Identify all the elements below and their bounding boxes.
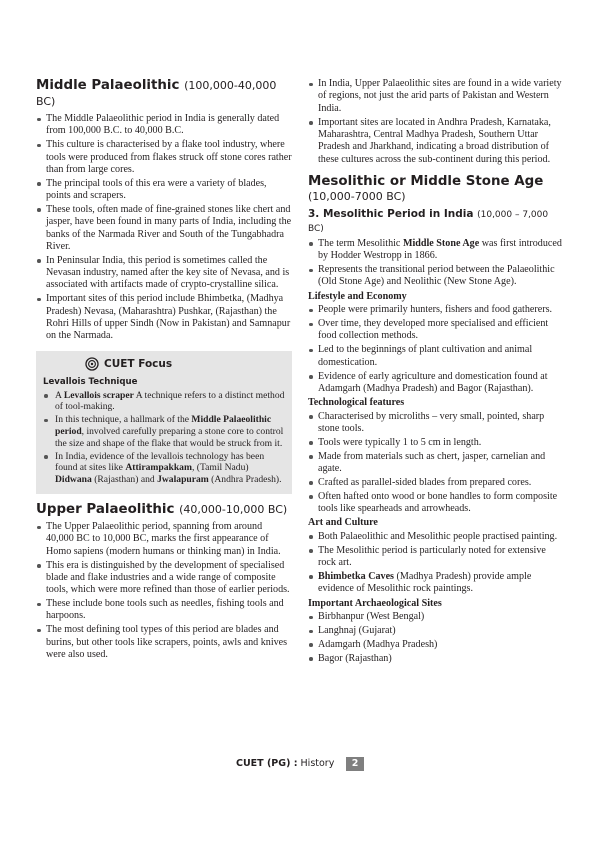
upper-palaeolithic-continued-list (308, 78, 564, 166)
list-item: The most defining tool types of this period are blades and burins, but other tools like scrapers, points, awls and knives were also used. (36, 624, 292, 661)
heading-title: Middle Palaeolithic (36, 78, 180, 93)
list-item: These include bone tools such as needles, fishing tools and harpoons. (36, 598, 292, 623)
list-item: The Upper Palaeolithic period, spanning from around 40,000 BC to 10,000 BC, marks the first appearance of Homo sapiens (modern humans or thinking man) in India. (36, 521, 292, 558)
list-item: Evidence of early agriculture and domestication found at Adamgarh (Madhya Pradesh) and Bagor (Rajasthan). (308, 371, 564, 396)
list-item: Made from materials such as chert, jasper, carnelian and agate. (308, 451, 564, 476)
list-item: In this technique, a hallmark of the Middle Palaeolithic period, involved carefully preparing a stone core to control the size and shape of the flake that would be struck from it. (43, 414, 285, 449)
art-culture-heading: Art and Culture (308, 517, 378, 529)
list-item: In India, Upper Palaeolithic sites are found in a wide variety of regions, not just the arid parts of Pakistan and Western India. (308, 78, 564, 115)
list-item: A Levallois scraper A technique refers to a distinct method of tool-making. (43, 390, 285, 414)
right-column (308, 78, 564, 667)
middle-palaeolithic-heading (36, 78, 292, 110)
lifestyle-heading: Lifestyle and Economy (308, 290, 407, 302)
focus-subtitle: Levallois Technique (43, 376, 138, 387)
heading-range: (40,000-10,000 BC) (179, 503, 288, 517)
list-item: Tools were typically 1 to 5 cm in length. (308, 437, 564, 449)
list-item: Important sites are located in Andhra Pradesh, Karnataka, Maharashtra, Central Madhya Pradesh, Southern Uttar Pradesh and Jharkhand, indicating a broad distribution of these cultures across the sub-continent during this period. (308, 117, 564, 166)
focus-list (43, 390, 285, 486)
page-number: 2 (346, 757, 364, 771)
list-item: Represents the transitional period between the Palaeolithic (Old Stone Age) and Neolithic (New Stone Age). (308, 264, 564, 289)
middle-palaeolithic-list (36, 113, 292, 343)
left-column (36, 78, 292, 663)
list-item: The Mesolithic period is particularly noted for extensive rock art. (308, 545, 564, 570)
list-item: People were primarily hunters, fishers and food gatherers. (308, 304, 564, 316)
list-item: The term Mesolithic Middle Stone Age was first introduced by Hodder Westropp in 1866. (308, 238, 564, 263)
footer-text: CUET (PG) : History (236, 758, 335, 769)
list-item: Important sites of this period include Bhimbetka, (Madhya Pradesh) Nevasa, (Maharashtra) Pushkar, (Rajasthan) the Rohri Hills of upper Sindh (Now in Pakistan) and Samnapur on the Narmada. (36, 293, 292, 342)
mesolithic-heading: Mesolithic or Middle Stone Age (308, 173, 544, 189)
mesolithic-intro-list (308, 238, 564, 289)
list-item: The principal tools of this era were a variety of blades, points and scrapers. (36, 178, 292, 203)
technology-list (308, 411, 564, 516)
sites-heading: Important Archaeological Sites (308, 597, 442, 609)
heading-title: Upper Palaeolithic (36, 502, 175, 518)
focus-title: CUET Focus (104, 357, 173, 370)
list-item: Over time, they developed more specialised and efficient food collection methods. (308, 318, 564, 343)
list-item: In India, evidence of the levallois technology has been found at sites like Attirampakkam, (Tamil Nadu) Didwana (Rajasthan) and Jwalapuram (Andhra Pradesh). (43, 451, 285, 486)
sites-list (308, 611, 564, 665)
list-item: Langhnaj (Gujarat) (308, 625, 564, 637)
list-item: This culture is characterised by a flake tool industry, where tools were produced from flakes struck off stone cores rather than from large cores. (36, 139, 292, 176)
target-icon (85, 357, 99, 371)
upper-palaeolithic-list (36, 521, 292, 661)
list-item: Both Palaeolithic and Mesolithic people practised painting. (308, 531, 564, 543)
upper-palaeolithic-heading (36, 502, 292, 518)
list-item: This era is distinguished by the development of specialised blade and flake industries and a wide range of composite tools, which were more refined than those of earlier periods. (36, 560, 292, 597)
list-item: Crafted as parallel-sided blades from prepared cores. (308, 477, 564, 489)
list-item: Led to the beginnings of plant cultivation and animal domestication. (308, 344, 564, 369)
lifestyle-list (308, 304, 564, 395)
list-item: Adamgarh (Madhya Pradesh) (308, 639, 564, 651)
list-item: These tools, often made of fine-grained stones like chert and jasper, have been found in many parts of India, including the banks of the Narmada River and South of the Tungabhadra River. (36, 204, 292, 253)
page-footer (0, 757, 600, 771)
list-item: In Peninsular India, this period is sometimes called the Nevasan industry, named after the key site of Nevasa, and is associated with artifacts made of crypto-crystalline silica. (36, 255, 292, 292)
list-item: Bhimbetka Caves (Madhya Pradesh) provide ample evidence of Mesolithic rock paintings. (308, 571, 564, 596)
list-item: Often hafted onto wood or bone handles to form composite tools like spearheads and arrowheads. (308, 491, 564, 516)
focus-header (85, 353, 285, 375)
list-item: Characterised by microliths – very small, pointed, sharp stone tools. (308, 411, 564, 436)
mesolithic-subheading: (10,000-7000 BC) (308, 189, 406, 203)
heading-range: (100,000-40,000 BC) (36, 79, 277, 108)
art-culture-list (308, 531, 564, 596)
list-item: The Middle Palaeolithic period in India is generally dated from 100,000 B.C. to 40,000 B.C. (36, 113, 292, 138)
mesolithic-numbered-heading: 3. Mesolithic Period in India (10,000 – 7,000 BC) (308, 207, 549, 234)
list-item: Birbhanpur (West Bengal) (308, 611, 564, 623)
cuet-focus-box (36, 351, 292, 494)
list-item: Bagor (Rajasthan) (308, 653, 564, 665)
technology-heading: Technological features (308, 397, 405, 409)
